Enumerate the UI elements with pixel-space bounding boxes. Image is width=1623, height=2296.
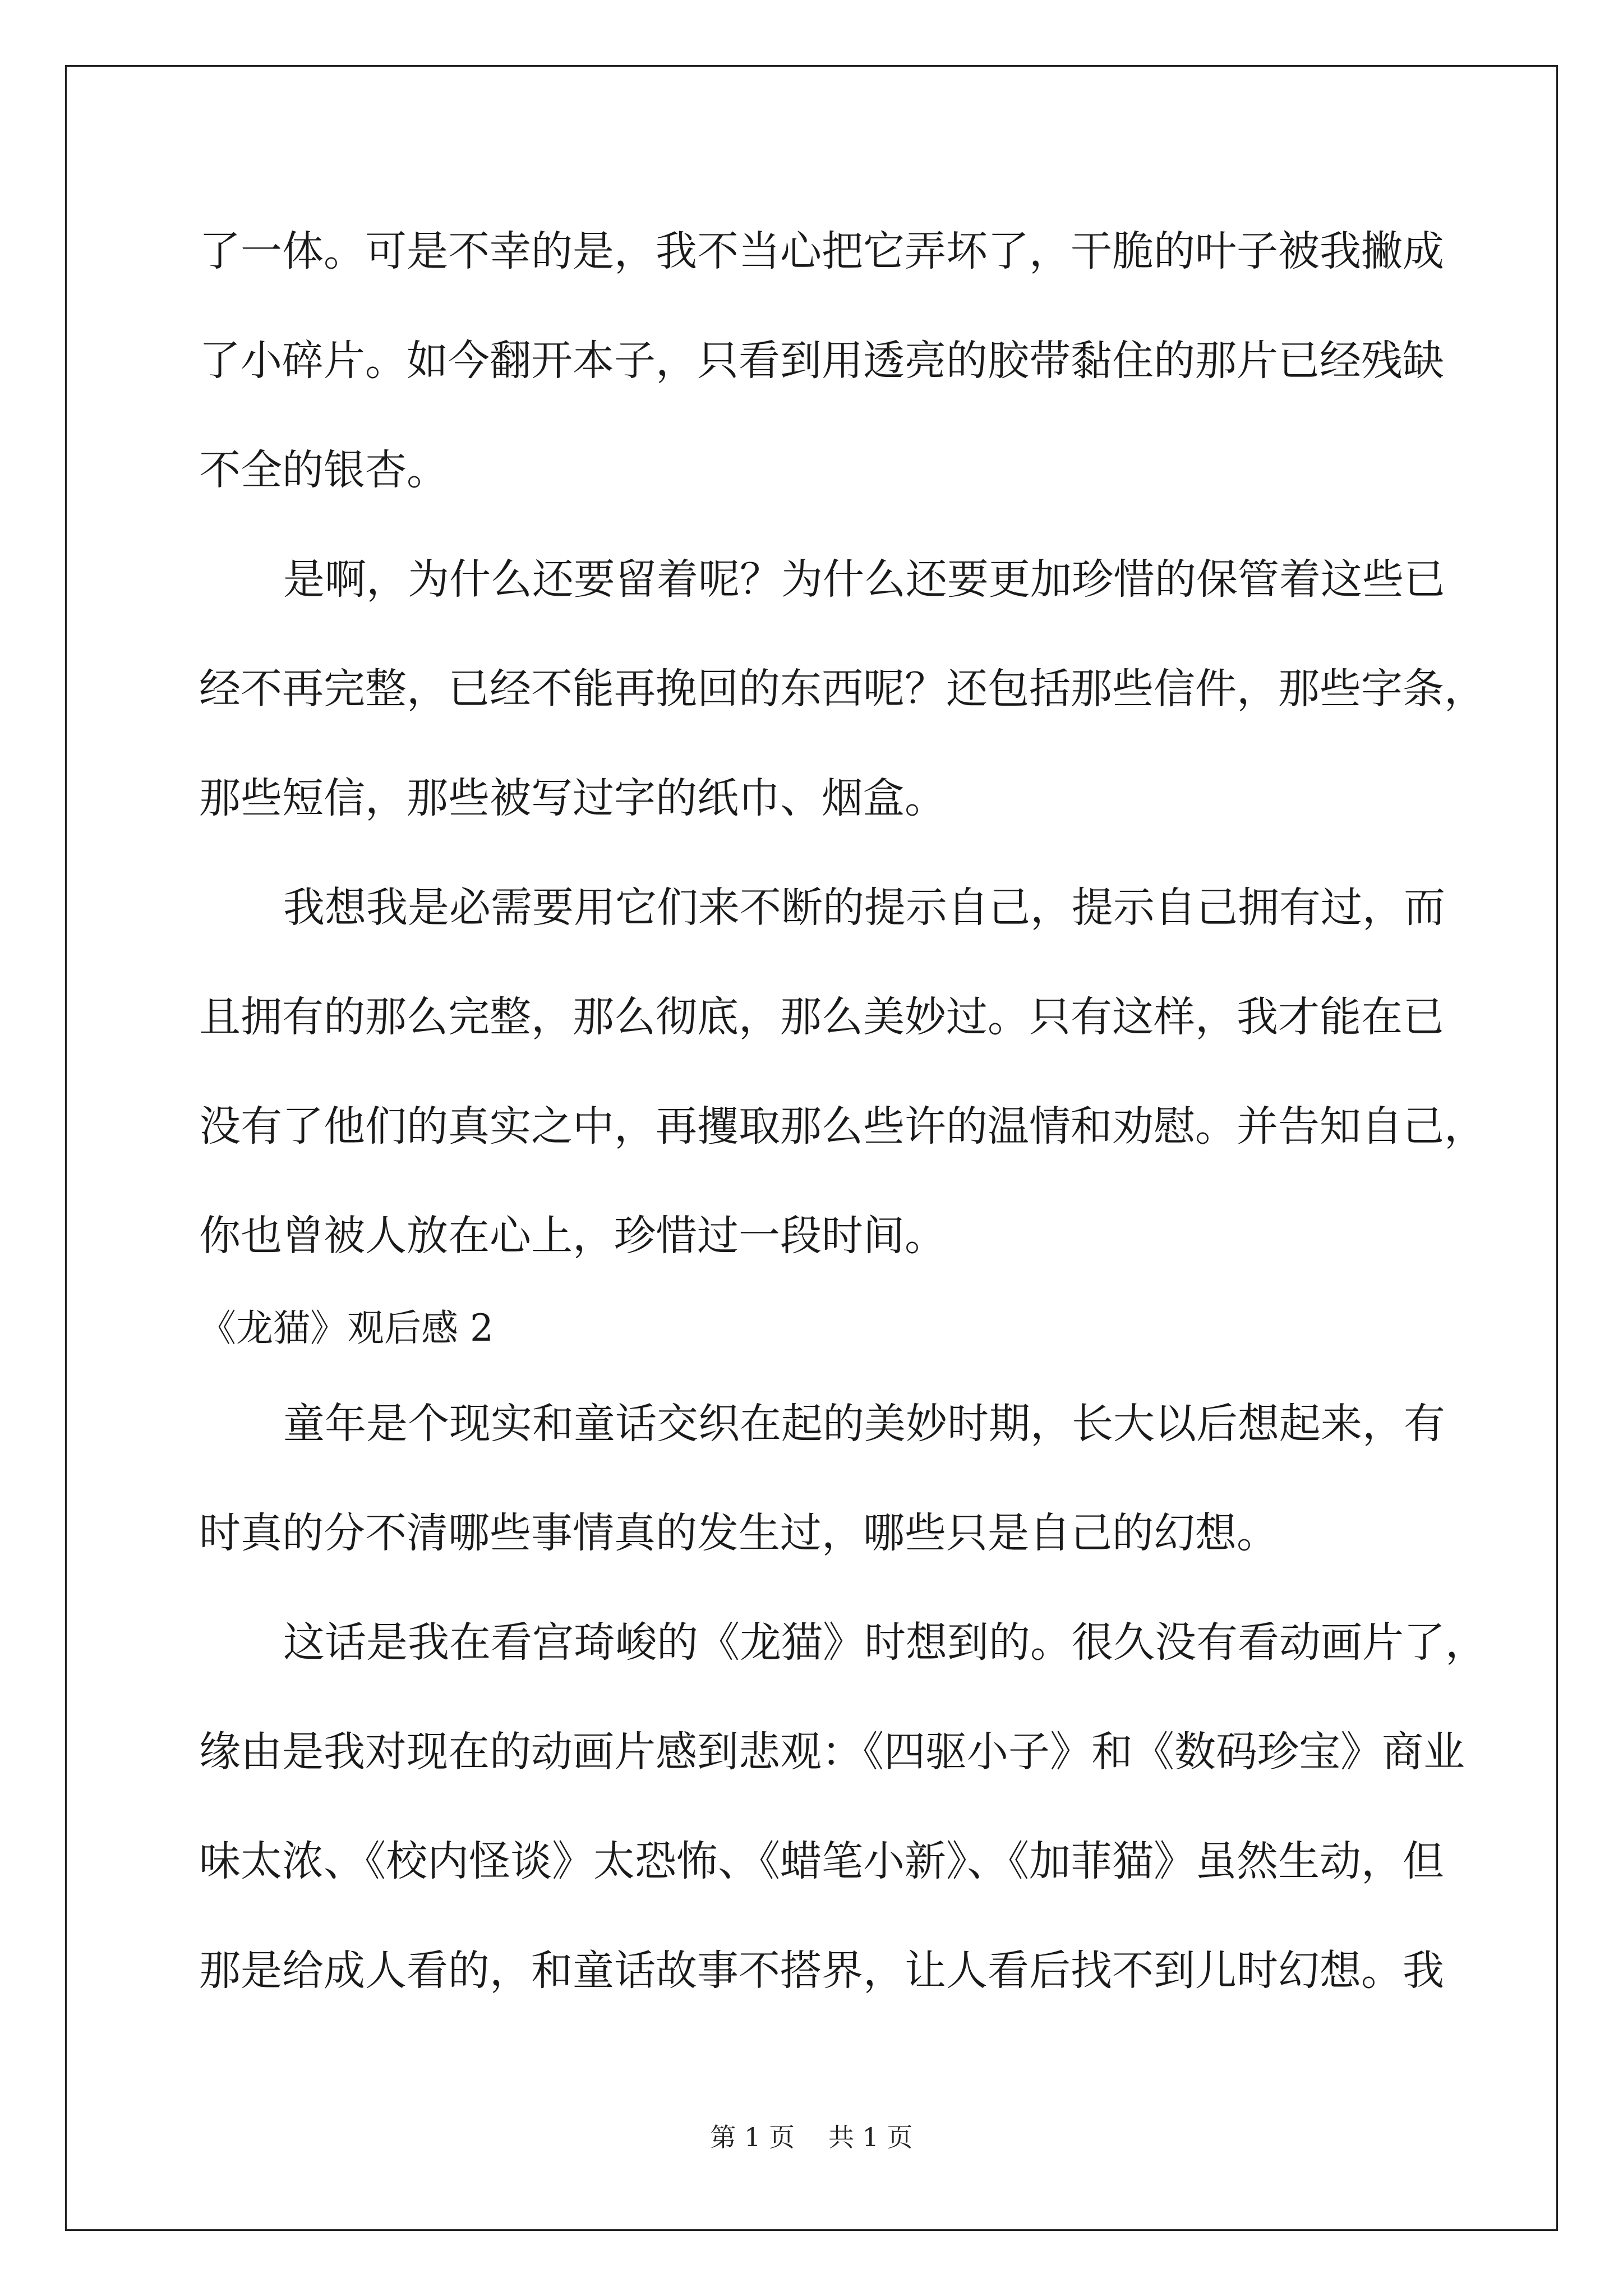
paragraph-start-line: 我想我是必需要用它们来不断的提示自己，提示自己拥有过，而 [283,884,1445,932]
text-line: 那些短信，那些被写过字的纸巾、烟盒。 [199,774,946,822]
text-line: 那是给成人看的，和童话故事不搭界，让人看后找不到儿时幻想。我 [199,1947,1444,1995]
text-line: 不全的银杏。 [199,446,448,494]
page-number: 第 1 页 [710,2122,795,2152]
page-total: 共 1 页 [828,2122,913,2152]
text-line: 没有了他们的真实之中，再攫取那么些许的温情和劝慰。并告知自己， [199,1102,1486,1151]
paragraph-start-line: 是啊，为什么还要留着呢？为什么还要更加珍惜的保管着这些已 [283,555,1445,604]
text-line: 味太浓、《校内怪谈》太恐怖、《蜡笔小新》、《加菲猫》虽然生动，但 [199,1837,1444,1885]
text-line: 时真的分不清哪些事情真的发生过，哪些只是自己的幻想。 [199,1509,1278,1557]
text-line: 了小碎片。如今翻开本子，只看到用透亮的胶带黏住的那片已经残缺 [199,337,1444,385]
text-line: 且拥有的那么完整，那么彻底，那么美妙过。只有这样，我才能在已 [199,993,1444,1041]
text-line: 了一体。可是不幸的是，我不当心把它弄坏了，干脆的叶子被我撇成 [199,227,1444,275]
text-line: 你也曾被人放在心上，珍惜过一段时间。 [199,1212,946,1260]
section-heading: 《龙猫》观后感 2 [199,1306,494,1350]
text-line: 缘由是我对现在的动画片感到悲观：《四驱小子》和《数码珍宝》商业 [199,1728,1465,1776]
page-footer [0,2120,1623,2154]
paragraph-start-line: 这话是我在看宫琦峻的《龙猫》时想到的。很久没有看动画片了， [283,1618,1487,1667]
paragraph-start-line: 童年是个现实和童话交织在起的美妙时期，长大以后想起来，有 [283,1400,1445,1448]
text-line: 经不再完整，已经不能再挽回的东西呢？还包括那些信件，那些字条， [199,665,1486,713]
